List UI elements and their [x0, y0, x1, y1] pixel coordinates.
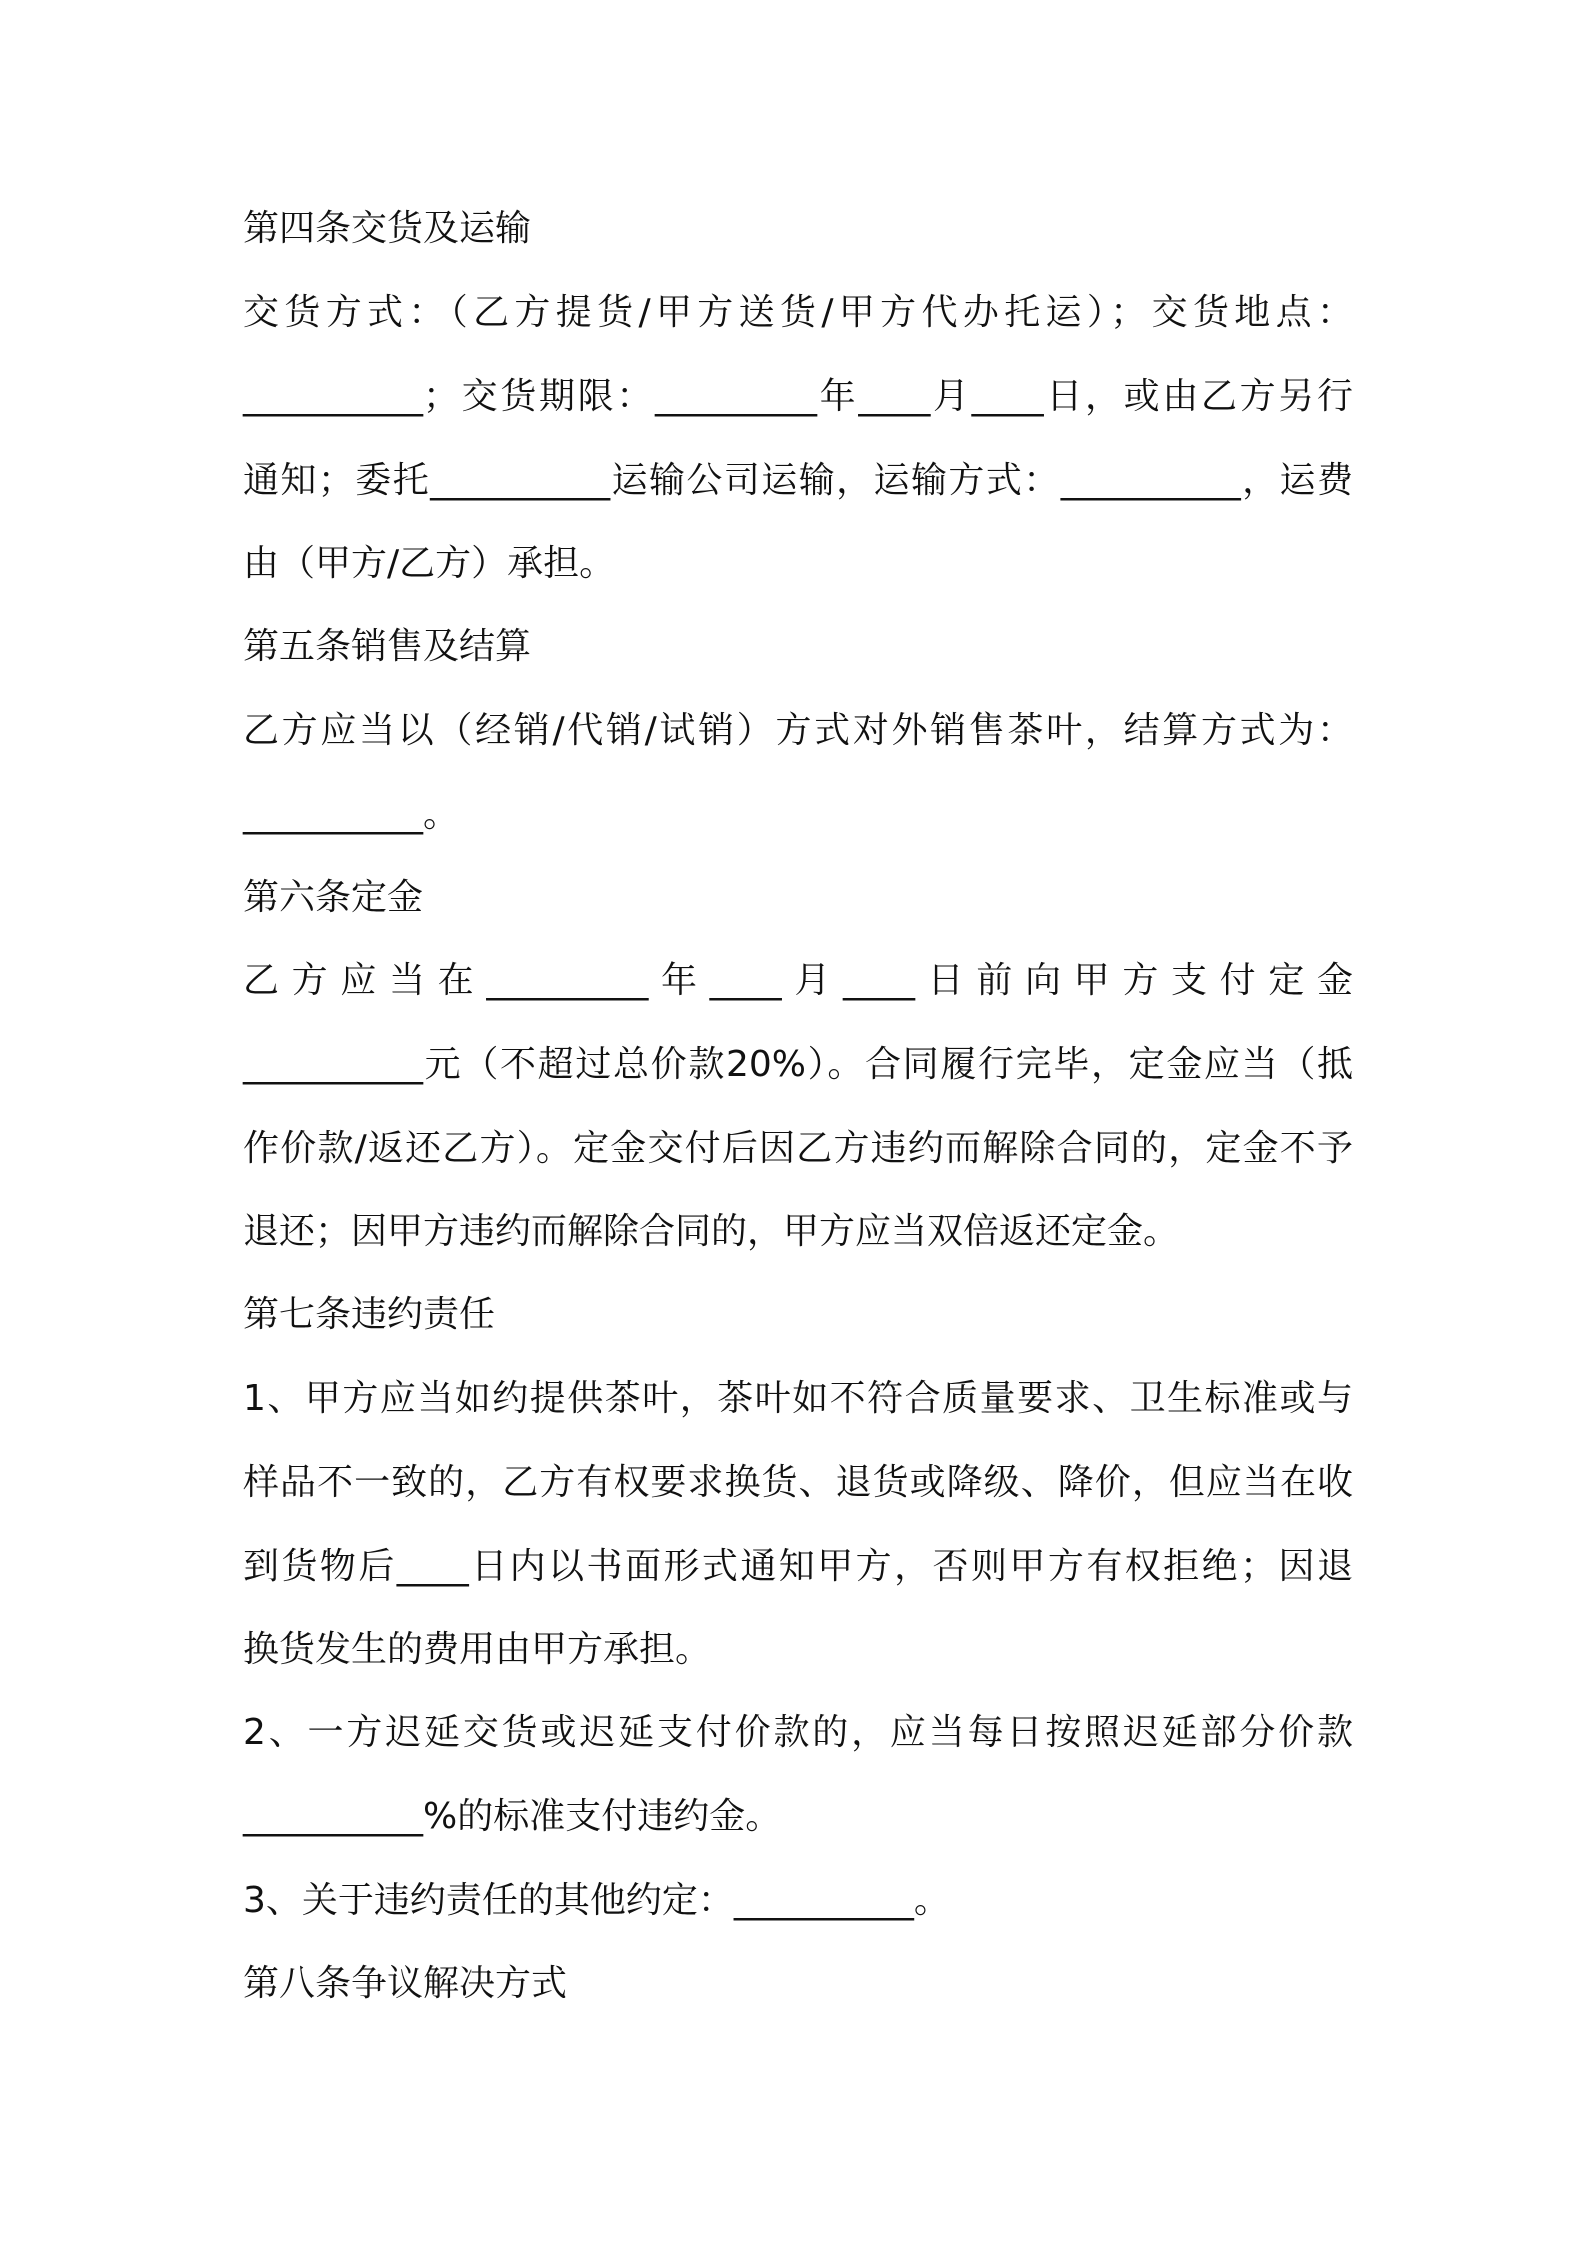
- paragraph-line: 交货方式：（乙方提货/甲方送货/甲方代办托运）；交货地点：: [243, 292, 1353, 333]
- paragraph-line: 换货发生的费用由甲方承担。: [243, 1629, 712, 1670]
- article-6-heading: 第六条定金: [243, 877, 424, 918]
- paragraph-line: __________；交货期限：_________年____月____日，或由乙方另行: [243, 376, 1353, 417]
- paragraph-line: 样品不一致的，乙方有权要求换货、退货或降级、降价，但应当在收: [243, 1462, 1353, 1503]
- paragraph-line: 乙方应当在_________年____月____日前向甲方支付定金: [243, 960, 1353, 1001]
- paragraph-line: 作价款/返还乙方）。定金交付后因乙方违约而解除合同的，定金不予: [243, 1128, 1353, 1169]
- paragraph-line: __________%的标准支付违约金。: [243, 1796, 782, 1837]
- article-5-heading: 第五条销售及结算: [243, 626, 532, 667]
- article-8-heading: 第八条争议解决方式: [243, 1963, 568, 2004]
- paragraph-line: 由（甲方/乙方）承担。: [243, 543, 616, 584]
- paragraph-line: 乙方应当以（经销/代销/试销）方式对外销售茶叶，结算方式为：: [243, 710, 1353, 751]
- article-7-heading: 第七条违约责任: [243, 1294, 496, 1335]
- article-4-heading: 第四条交货及运输: [243, 208, 532, 249]
- paragraph-line: 2、一方迟延交货或迟延支付价款的，应当每日按照迟延部分价款: [243, 1712, 1353, 1753]
- paragraph-line: __________元（不超过总价款20%）。合同履行完毕，定金应当（抵: [243, 1044, 1353, 1085]
- paragraph-line: 3、关于违约责任的其他约定：__________。: [243, 1880, 950, 1921]
- paragraph-line: 到货物后____日内以书面形式通知甲方，否则甲方有权拒绝；因退: [243, 1546, 1353, 1587]
- paragraph-line: 通知；委托__________运输公司运输，运输方式：__________，运费: [243, 460, 1353, 501]
- paragraph-line: 退还；因甲方违约而解除合同的，甲方应当双倍返还定金。: [243, 1211, 1180, 1252]
- paragraph-line: __________。: [243, 794, 460, 835]
- paragraph-line: 1、甲方应当如约提供茶叶，茶叶如不符合质量要求、卫生标准或与: [243, 1378, 1353, 1419]
